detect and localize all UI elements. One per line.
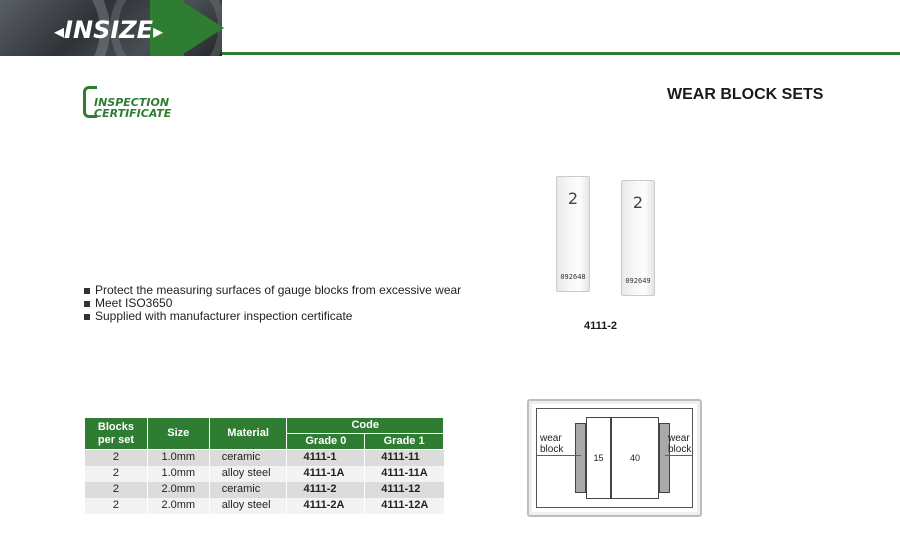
bullet-icon (84, 314, 90, 320)
header-blocks-per-set: Blocks per set (85, 418, 148, 450)
bullet-icon (84, 288, 90, 294)
feature-text: Supplied with manufacturer inspection certificate (95, 309, 353, 323)
cell-material: ceramic (209, 450, 287, 466)
wear-block-left (575, 423, 586, 493)
block-number: 2 (567, 189, 579, 208)
cell-size: 1.0mm (147, 466, 209, 482)
gauge-block-15: 15 (586, 417, 611, 499)
header-banner (0, 0, 900, 56)
wear-block-photo-2 (621, 180, 655, 296)
logo-right-arrow-icon: ▸ (153, 19, 164, 43)
label-line: wear (540, 433, 562, 444)
inspection-certificate-logo (83, 86, 193, 122)
certificate-line-2: CERTIFICATE (94, 107, 172, 120)
cell-grade-0: 4111-2A (287, 498, 365, 514)
feature-item (84, 310, 461, 323)
cell-grade-1: 4111-11 (365, 450, 444, 466)
feature-text: Meet ISO3650 (95, 296, 173, 310)
header-grade-0: Grade 0 (287, 434, 365, 450)
certificate-text (94, 97, 171, 119)
header-code: Code (287, 418, 444, 434)
feature-text: Protect the measuring surfaces of gauge blocks from excessive wear (95, 283, 462, 297)
cell-grade-0: 4111-1 (287, 450, 365, 466)
gauge-block-40: 40 (611, 417, 659, 499)
spec-table (84, 417, 444, 514)
cell-grade-1: 4111-12 (365, 482, 444, 498)
block-number: 2 (632, 193, 644, 212)
bullet-icon (84, 301, 90, 307)
wear-block-label-left (540, 433, 563, 455)
table-row (85, 498, 444, 514)
pointer-line-left (537, 455, 581, 456)
cell-grade-1: 4111-12A (365, 498, 444, 514)
wear-block-photo-1 (556, 176, 590, 292)
certificate-line-1: INSPECTION (94, 96, 170, 109)
cell-material: alloy steel (209, 498, 287, 514)
label-line: wear (668, 433, 690, 444)
cell-material: alloy steel (209, 466, 287, 482)
cell-size: 2.0mm (147, 498, 209, 514)
diagram-frame (536, 408, 693, 508)
header-material: Material (209, 418, 287, 450)
pointer-line-right (665, 455, 693, 456)
page-title: WEAR BLOCK SETS (667, 86, 824, 103)
usage-diagram (527, 399, 702, 517)
brand-logo (54, 16, 163, 44)
cell-blocks: 2 (85, 482, 148, 498)
banner-green-arrow (180, 0, 224, 56)
photo-caption: 4111-2 (584, 320, 618, 332)
cell-grade-0: 4111-2 (287, 482, 365, 498)
header-size: Size (147, 418, 209, 450)
table-row (85, 450, 444, 466)
table-row (85, 466, 444, 482)
cell-size: 1.0mm (147, 450, 209, 466)
block-serial: 092649 (625, 277, 651, 285)
logo-text: INSIZE (64, 16, 154, 44)
feature-list (84, 284, 461, 323)
cell-grade-1: 4111-11A (365, 466, 444, 482)
label-line: block (540, 444, 564, 455)
table-row (85, 482, 444, 498)
cell-material: ceramic (209, 482, 287, 498)
cell-blocks: 2 (85, 466, 148, 482)
header-grade-1: Grade 1 (365, 434, 444, 450)
cell-blocks: 2 (85, 450, 148, 466)
block-serial: 092648 (560, 273, 586, 281)
label-line: block (668, 444, 692, 455)
wear-block-label-right (668, 433, 691, 455)
cell-blocks: 2 (85, 498, 148, 514)
cell-size: 2.0mm (147, 482, 209, 498)
banner-rule (222, 52, 900, 55)
cell-grade-0: 4111-1A (287, 466, 365, 482)
logo-left-arrow-icon: ◂ (54, 19, 65, 43)
